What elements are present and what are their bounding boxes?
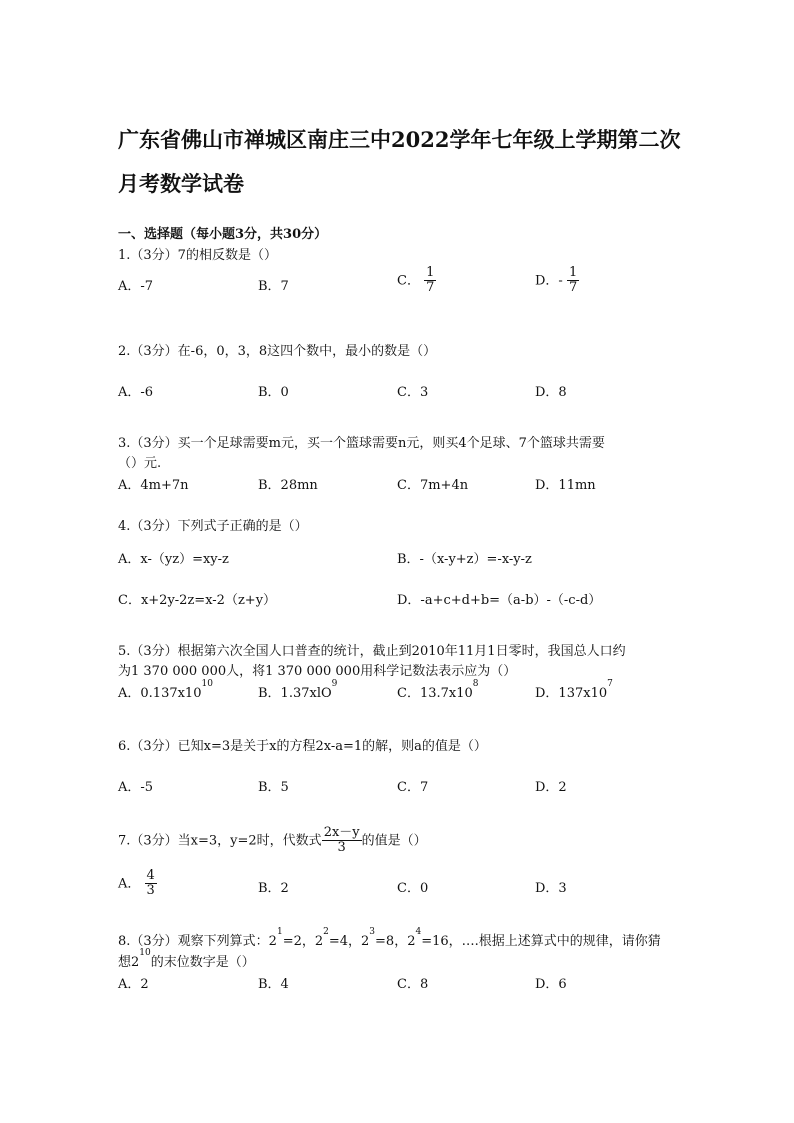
q8-option-d: D．6 bbox=[535, 977, 567, 992]
q5-option-d-base: D．137x10 bbox=[535, 686, 608, 701]
q5-option-a-base: A．0.137x10 bbox=[118, 686, 202, 701]
q6-option-a: A．-5 bbox=[118, 780, 154, 795]
q7-option-d: D．3 bbox=[535, 881, 567, 896]
q5-option-c bbox=[397, 679, 479, 701]
q7-option-b: B．2 bbox=[258, 881, 289, 896]
question-6-stem: 6.（3分）已知x=3是关于x的方程2x-a=1的解，则a的值是（） bbox=[118, 739, 487, 754]
fraction-numerator: 2x－y bbox=[323, 825, 360, 840]
q7-stem-prefix: 7.（3分）当x=3，y=2时，代数式 bbox=[118, 833, 322, 849]
q6-option-c: C．7 bbox=[397, 780, 429, 795]
q8-exponent: 4 bbox=[415, 927, 422, 937]
fraction-denominator: 7 bbox=[568, 280, 578, 296]
q1-option-a: A．-7 bbox=[118, 279, 154, 294]
q7-expression-fraction bbox=[322, 826, 362, 856]
q7-option-a-fraction bbox=[145, 869, 157, 899]
fraction-denominator: 7 bbox=[426, 280, 435, 296]
q8-text: =2，2 bbox=[282, 934, 324, 949]
q1-option-b: B．7 bbox=[258, 279, 289, 294]
q6-option-d: D．2 bbox=[535, 780, 567, 795]
q4-option-d: D．-a+c+d+b=（a-b）-（-c-d） bbox=[397, 593, 602, 608]
q2-option-c: C．3 bbox=[397, 385, 429, 400]
q5-option-b-exponent: 9 bbox=[331, 679, 338, 689]
q8-exponent: 3 bbox=[369, 927, 376, 937]
q3-option-d: D．11mn bbox=[535, 478, 596, 493]
q7-option-c: C．0 bbox=[397, 881, 429, 896]
fraction-numerator: 4 bbox=[146, 868, 155, 883]
q3-option-c: C．7m+4n bbox=[397, 478, 469, 493]
q8-exponent: 1 bbox=[276, 927, 283, 937]
q5-option-c-base: C．13.7x10 bbox=[397, 686, 473, 701]
q5-option-b bbox=[258, 679, 338, 701]
q5-option-d-exponent: 7 bbox=[607, 679, 613, 689]
section-heading: 一、选择题（每小题3分，共30分） bbox=[118, 227, 328, 242]
q4-option-c: C．x+2y-2z=x-2（z+y） bbox=[118, 593, 277, 608]
question-4-stem: 4.（3分）下列式子正确的是（） bbox=[118, 519, 308, 534]
question-7-stem bbox=[118, 826, 427, 856]
q8-text: 的末位数字是（） bbox=[150, 955, 255, 970]
question-3-stem-line2: （）元. bbox=[118, 456, 162, 471]
question-2-stem: 2.（3分）在-6，0，3，8这四个数中，最小的数是（） bbox=[118, 344, 437, 359]
q5-option-a-exponent: 10 bbox=[201, 679, 213, 689]
q1-option-d-label: D．- bbox=[535, 273, 563, 289]
q7-option-a bbox=[118, 869, 157, 899]
question-5-stem-line2: 为1 370 000 000人，将1 370 000 000用科学记数法表示应为（） bbox=[118, 664, 517, 679]
q3-option-b: B．28mn bbox=[258, 478, 318, 493]
q1-option-d bbox=[535, 266, 579, 296]
q8-exponent: 2 bbox=[323, 927, 329, 937]
q8-option-a: A．2 bbox=[118, 977, 149, 992]
q8-text: 8.（3分）观察下列算式：2 bbox=[118, 934, 277, 949]
q1-option-c-fraction bbox=[424, 266, 436, 296]
q5-option-d bbox=[535, 679, 613, 701]
q1-option-c bbox=[397, 266, 436, 296]
q8-option-c: C．8 bbox=[397, 977, 429, 992]
question-8-stem-line1 bbox=[118, 927, 661, 949]
q8-text: =8，2 bbox=[375, 934, 416, 949]
document-title: 广东省佛山市禅城区南庄三中2022学年七年级上学期第二次月考数学试卷 bbox=[118, 127, 681, 196]
q5-option-a bbox=[118, 679, 213, 701]
fraction-numerator: 1 bbox=[568, 265, 578, 280]
question-3-stem-line1: 3.（3分）买一个足球需要m元，买一个篮球需要n元，则买4个足球、7个篮球共需要 bbox=[118, 436, 605, 451]
q1-option-d-fraction bbox=[567, 266, 579, 296]
q6-option-b: B．5 bbox=[258, 780, 289, 795]
q8-option-b: B．4 bbox=[258, 977, 289, 992]
question-5-stem-line1: 5.（3分）根据第六次全国人口普查的统计，截止到2010年11月1日零时，我国总人口约 bbox=[118, 644, 626, 659]
q3-option-a: A．4m+7n bbox=[118, 478, 189, 493]
q7-option-a-label: A． bbox=[118, 876, 141, 892]
q8-exponent: 10 bbox=[139, 948, 151, 958]
question-8-stem-line2 bbox=[118, 948, 255, 970]
q8-text: =4，2 bbox=[328, 934, 370, 949]
q4-option-b: B．-（x-y+z）=-x-y-z bbox=[397, 552, 532, 567]
fraction-numerator: 1 bbox=[426, 265, 435, 280]
q8-text: 想2 bbox=[118, 955, 140, 970]
question-1-stem: 1.（3分）7的相反数是（） bbox=[118, 248, 277, 263]
q4-option-a: A．x-（yz）=xy-z bbox=[118, 552, 229, 567]
fraction-denominator: 3 bbox=[146, 883, 155, 899]
q2-option-b: B．0 bbox=[258, 385, 289, 400]
q1-option-c-label: C． bbox=[397, 273, 420, 289]
fraction-denominator: 3 bbox=[337, 840, 346, 856]
q8-text: =16，….根据上述算式中的规律，请你猜 bbox=[421, 934, 661, 949]
q7-stem-suffix: 的值是（） bbox=[361, 833, 427, 849]
q5-option-b-base: B．1.37xlO bbox=[258, 686, 332, 701]
q2-option-d: D．8 bbox=[535, 385, 567, 400]
q5-option-c-exponent: 8 bbox=[472, 679, 479, 689]
q2-option-a: A．-6 bbox=[118, 385, 154, 400]
